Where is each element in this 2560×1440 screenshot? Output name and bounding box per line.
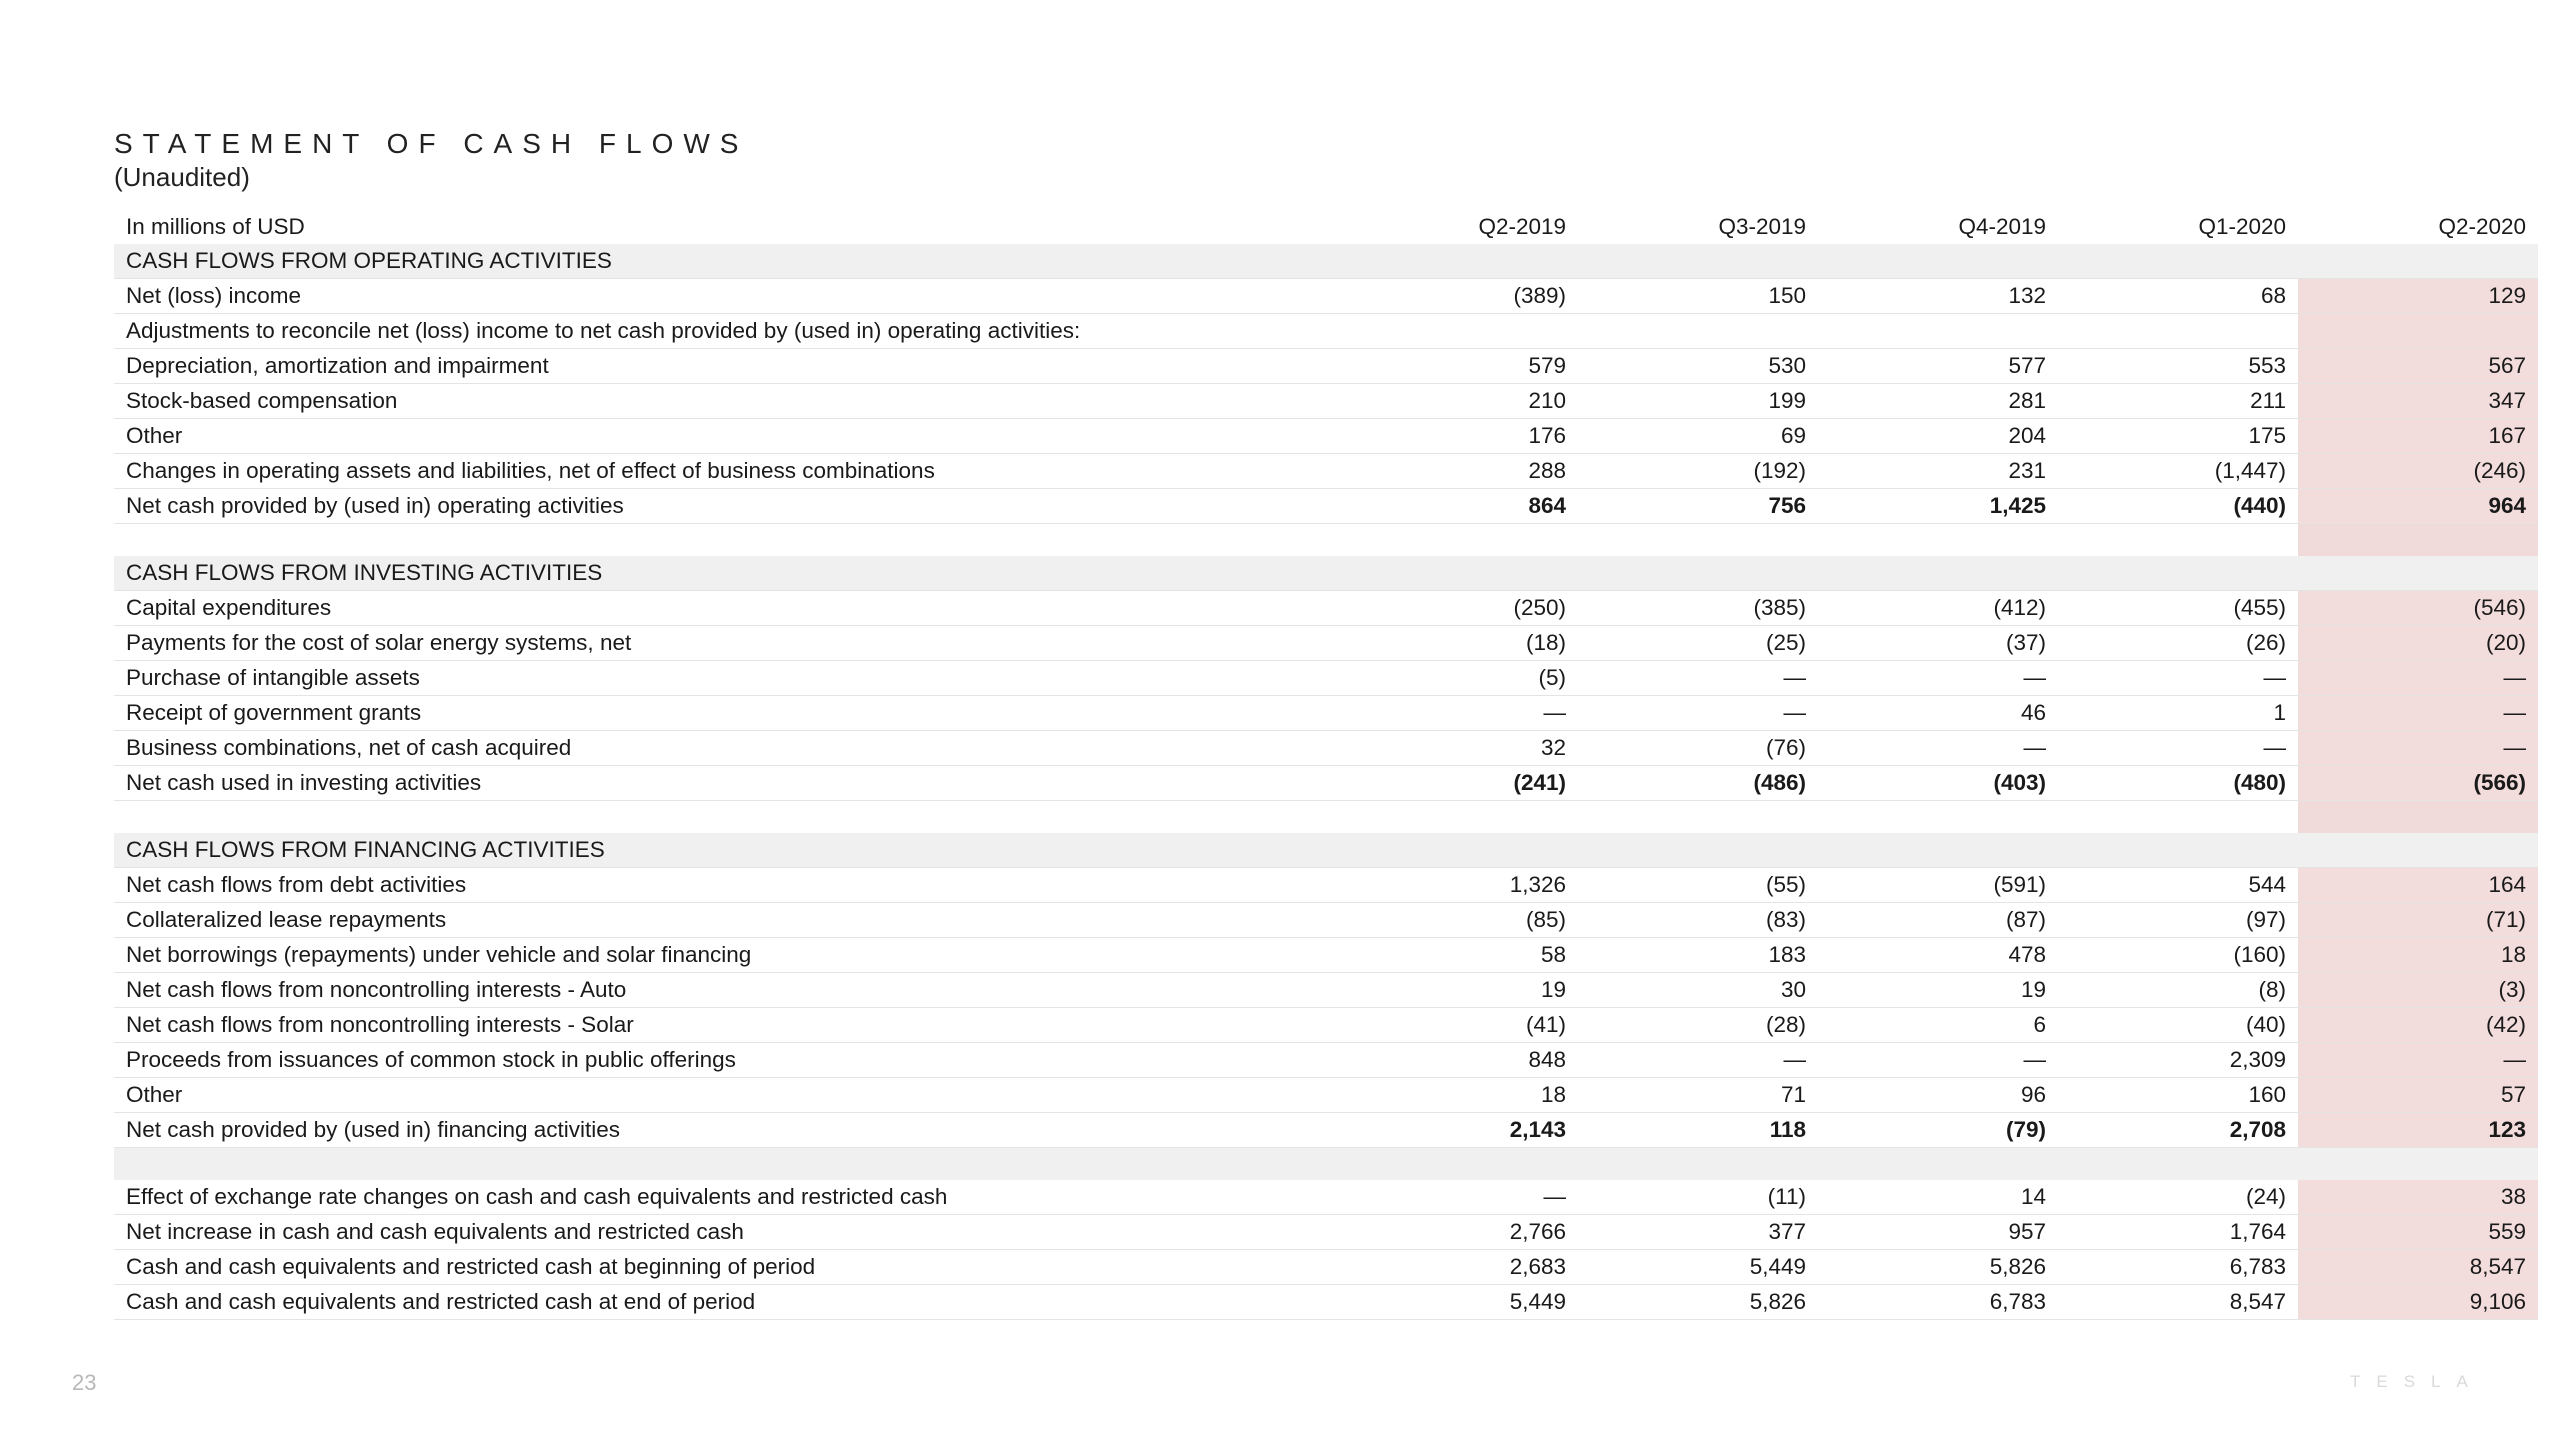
- statement-title: STATEMENT OF CASH FLOWS: [114, 128, 749, 159]
- section-header-operating: [114, 244, 2538, 279]
- section-title: CASH FLOWS FROM INVESTING ACTIVITIES: [114, 556, 1338, 591]
- cell-value: (8): [2058, 973, 2298, 1008]
- table-row: [114, 903, 2538, 938]
- table-row: [114, 868, 2538, 903]
- cell-value: 288: [1338, 454, 1578, 489]
- cell-value: 175: [2058, 419, 2298, 454]
- total-row-operating: [114, 489, 2538, 524]
- cell-value-highlighted: —: [2298, 661, 2538, 696]
- table-row: [114, 1043, 2538, 1078]
- cell-value: 18: [1338, 1078, 1578, 1113]
- cell-value: 69: [1578, 419, 1818, 454]
- cell-value: 176: [1338, 419, 1578, 454]
- cell-value: 5,449: [1578, 1250, 1818, 1285]
- tesla-logo: TESLA: [2350, 1372, 2484, 1391]
- unit-label: In millions of USD: [126, 214, 305, 239]
- cell-value-highlighted: 18: [2298, 938, 2538, 973]
- cell-value: 183: [1578, 938, 1818, 973]
- cell-value: 58: [1338, 938, 1578, 973]
- cell-value: (192): [1578, 454, 1818, 489]
- total-row-financing: [114, 1113, 2538, 1148]
- cell-value: 150: [1578, 279, 1818, 314]
- cell-value: 204: [1818, 419, 2058, 454]
- cell-value-highlighted: 38: [2298, 1180, 2538, 1215]
- cell-value: 19: [1338, 973, 1578, 1008]
- cell-value: 160: [2058, 1078, 2298, 1113]
- cell-value: 281: [1818, 384, 2058, 419]
- cell-value: (25): [1578, 626, 1818, 661]
- cell-value: 231: [1818, 454, 2058, 489]
- table-row: [114, 938, 2538, 973]
- table-row: [114, 1180, 2538, 1215]
- row-label: Net increase in cash and cash equivalents and restricted cash: [114, 1215, 1338, 1250]
- cell-value: 1,425: [1818, 489, 2058, 524]
- table-row: [114, 279, 2538, 314]
- cell-value: (24): [2058, 1180, 2298, 1215]
- row-label: Depreciation, amortization and impairment: [114, 349, 1338, 384]
- row-label: Net (loss) income: [114, 279, 1338, 314]
- cell-value: (40): [2058, 1008, 2298, 1043]
- cell-value: —: [1578, 661, 1818, 696]
- cell-value-highlighted: 567: [2298, 349, 2538, 384]
- cell-value-highlighted: —: [2298, 696, 2538, 731]
- cell-value-highlighted: 167: [2298, 419, 2538, 454]
- cell-value: 864: [1338, 489, 1578, 524]
- cell-value: (486): [1578, 766, 1818, 801]
- cell-value: (480): [2058, 766, 2298, 801]
- cell-value-highlighted: 9,106: [2298, 1285, 2538, 1320]
- table-row: [114, 591, 2538, 626]
- cell-value: 530: [1578, 349, 1818, 384]
- cell-value-highlighted: 964: [2298, 489, 2538, 524]
- cell-value: 848: [1338, 1043, 1578, 1078]
- cell-value: 96: [1818, 1078, 2058, 1113]
- row-label: Other: [114, 1078, 1338, 1113]
- table-row: [114, 384, 2538, 419]
- cell-value-highlighted: —: [2298, 1043, 2538, 1078]
- cell-value: 210: [1338, 384, 1578, 419]
- cell-value: 478: [1818, 938, 2058, 973]
- cell-value: (97): [2058, 903, 2298, 938]
- cell-value: —: [1338, 696, 1578, 731]
- row-label: Net borrowings (repayments) under vehicle and solar financing: [114, 938, 1338, 973]
- row-label: Business combinations, net of cash acquired: [114, 731, 1338, 766]
- cell-value: (11): [1578, 1180, 1818, 1215]
- cell-value: 68: [2058, 279, 2298, 314]
- cell-value: 46: [1818, 696, 2058, 731]
- cell-value: (241): [1338, 766, 1578, 801]
- cell-value: 132: [1818, 279, 2058, 314]
- cell-value: 2,309: [2058, 1043, 2298, 1078]
- cash-flow-table: [114, 210, 2538, 1320]
- cell-value: (455): [2058, 591, 2298, 626]
- row-label: Net cash flows from noncontrolling interests - Auto: [114, 973, 1338, 1008]
- cell-value: 6: [1818, 1008, 2058, 1043]
- row-label: Proceeds from issuances of common stock in public offerings: [114, 1043, 1338, 1078]
- total-row-investing: [114, 766, 2538, 801]
- statement-subtitle: (Unaudited): [114, 162, 250, 192]
- cell-value: —: [1818, 1043, 2058, 1078]
- row-label: Other: [114, 419, 1338, 454]
- cell-value-highlighted: 164: [2298, 868, 2538, 903]
- spacer-row: [114, 1148, 2538, 1181]
- row-label: Cash and cash equivalents and restricted cash at end of period: [114, 1285, 1338, 1320]
- cell-value: (37): [1818, 626, 2058, 661]
- spacer-row: [114, 801, 2538, 834]
- cell-value-highlighted: (566): [2298, 766, 2538, 801]
- cell-value: 32: [1338, 731, 1578, 766]
- cell-value: (41): [1338, 1008, 1578, 1043]
- period-header: Q1-2020: [2198, 214, 2286, 239]
- row-label: Changes in operating assets and liabilities, net of effect of business combinations: [114, 454, 1338, 489]
- cell-value-highlighted: (546): [2298, 591, 2538, 626]
- cell-value: —: [2058, 661, 2298, 696]
- cell-value: (1,447): [2058, 454, 2298, 489]
- row-label: Capital expenditures: [114, 591, 1338, 626]
- table-row: [114, 1215, 2538, 1250]
- cell-value: 5,449: [1338, 1285, 1578, 1320]
- table-row: [114, 419, 2538, 454]
- row-label: Net cash flows from noncontrolling interests - Solar: [114, 1008, 1338, 1043]
- cell-value: 2,683: [1338, 1250, 1578, 1285]
- cell-value: 6,783: [1818, 1285, 2058, 1320]
- table-row: [114, 1008, 2538, 1043]
- period-header: Q4-2019: [1958, 214, 2046, 239]
- cell-value: (440): [2058, 489, 2298, 524]
- row-label: Stock-based compensation: [114, 384, 1338, 419]
- cell-value: 30: [1578, 973, 1818, 1008]
- cell-value: —: [1338, 1180, 1578, 1215]
- table-row: [114, 661, 2538, 696]
- table-row: [114, 349, 2538, 384]
- cell-value: 1,764: [2058, 1215, 2298, 1250]
- cell-value: (160): [2058, 938, 2298, 973]
- cell-value: 199: [1578, 384, 1818, 419]
- row-label: Purchase of intangible assets: [114, 661, 1338, 696]
- cell-value: 6,783: [2058, 1250, 2298, 1285]
- cell-value: 957: [1818, 1215, 2058, 1250]
- cell-value: 2,143: [1338, 1113, 1578, 1148]
- row-label: Net cash provided by (used in) operating activities: [114, 489, 1338, 524]
- cell-value: (385): [1578, 591, 1818, 626]
- cell-value: —: [1578, 1043, 1818, 1078]
- cell-value: 553: [2058, 349, 2298, 384]
- table-row: [114, 314, 2538, 349]
- cell-value: 377: [1578, 1215, 1818, 1250]
- period-header: Q2-2020: [2438, 214, 2526, 239]
- cell-value-highlighted: 57: [2298, 1078, 2538, 1113]
- cell-value: 71: [1578, 1078, 1818, 1113]
- cell-value: 579: [1338, 349, 1578, 384]
- section-header-financing: [114, 833, 2538, 868]
- cell-value-highlighted: (71): [2298, 903, 2538, 938]
- cell-value: 2,708: [2058, 1113, 2298, 1148]
- cell-value: (28): [1578, 1008, 1818, 1043]
- cell-value: (55): [1578, 868, 1818, 903]
- row-label: Payments for the cost of solar energy systems, net: [114, 626, 1338, 661]
- cell-value: (403): [1818, 766, 2058, 801]
- cell-value: (591): [1818, 868, 2058, 903]
- row-label: Net cash flows from debt activities: [114, 868, 1338, 903]
- table-header-row: [114, 210, 2538, 244]
- cell-value-highlighted: (42): [2298, 1008, 2538, 1043]
- section-title: CASH FLOWS FROM FINANCING ACTIVITIES: [114, 833, 1338, 868]
- cell-value: (83): [1578, 903, 1818, 938]
- row-label: Adjustments to reconcile net (loss) income to net cash provided by (used in) operating activities:: [114, 314, 2298, 349]
- cell-value-highlighted: 129: [2298, 279, 2538, 314]
- cell-value: 5,826: [1578, 1285, 1818, 1320]
- cell-value: (389): [1338, 279, 1578, 314]
- cell-value: 19: [1818, 973, 2058, 1008]
- cell-value: —: [1818, 731, 2058, 766]
- section-title: CASH FLOWS FROM OPERATING ACTIVITIES: [114, 244, 1338, 279]
- cell-value-highlighted: 347: [2298, 384, 2538, 419]
- cell-value-highlighted: (3): [2298, 973, 2538, 1008]
- cell-value: (412): [1818, 591, 2058, 626]
- cell-value: (18): [1338, 626, 1578, 661]
- row-label: Collateralized lease repayments: [114, 903, 1338, 938]
- cell-value-highlighted: 8,547: [2298, 1250, 2538, 1285]
- table-row: [114, 973, 2538, 1008]
- spacer-row: [114, 524, 2538, 557]
- section-header-investing: [114, 556, 2538, 591]
- table-row: [114, 696, 2538, 731]
- cell-value: 756: [1578, 489, 1818, 524]
- row-label: Effect of exchange rate changes on cash and cash equivalents and restricted cash: [114, 1180, 1338, 1215]
- cell-value-highlighted: —: [2298, 731, 2538, 766]
- cell-value-highlighted: (20): [2298, 626, 2538, 661]
- cell-value-highlighted: 123: [2298, 1113, 2538, 1148]
- cell-value: 14: [1818, 1180, 2058, 1215]
- row-label: Net cash provided by (used in) financing activities: [114, 1113, 1338, 1148]
- table-row: [114, 1078, 2538, 1113]
- cell-value: —: [1578, 696, 1818, 731]
- cell-value: 211: [2058, 384, 2298, 419]
- period-header: Q2-2019: [1478, 214, 1566, 239]
- row-label: Cash and cash equivalents and restricted cash at beginning of period: [114, 1250, 1338, 1285]
- cell-value: (87): [1818, 903, 2058, 938]
- table-row: [114, 731, 2538, 766]
- table-row: [114, 1285, 2538, 1320]
- cell-value: (79): [1818, 1113, 2058, 1148]
- cell-value: 1: [2058, 696, 2298, 731]
- cell-value: (250): [1338, 591, 1578, 626]
- cell-value: 544: [2058, 868, 2298, 903]
- page-number: 23: [72, 1370, 97, 1395]
- cell-value: (85): [1338, 903, 1578, 938]
- table-row: [114, 1250, 2538, 1285]
- cell-value: 118: [1578, 1113, 1818, 1148]
- cell-value: 1,326: [1338, 868, 1578, 903]
- cell-value: 5,826: [1818, 1250, 2058, 1285]
- cell-value: (26): [2058, 626, 2298, 661]
- cell-value: (5): [1338, 661, 1578, 696]
- row-label: Receipt of government grants: [114, 696, 1338, 731]
- cell-value-highlighted: 559: [2298, 1215, 2538, 1250]
- cell-value: —: [2058, 731, 2298, 766]
- table-row: [114, 626, 2538, 661]
- cell-value-highlighted: (246): [2298, 454, 2538, 489]
- cell-value: 8,547: [2058, 1285, 2298, 1320]
- cell-value: (76): [1578, 731, 1818, 766]
- cell-value: —: [1818, 661, 2058, 696]
- cell-value: 577: [1818, 349, 2058, 384]
- cell-value: 2,766: [1338, 1215, 1578, 1250]
- table-row: [114, 454, 2538, 489]
- period-header: Q3-2019: [1718, 214, 1806, 239]
- row-label: Net cash used in investing activities: [114, 766, 1338, 801]
